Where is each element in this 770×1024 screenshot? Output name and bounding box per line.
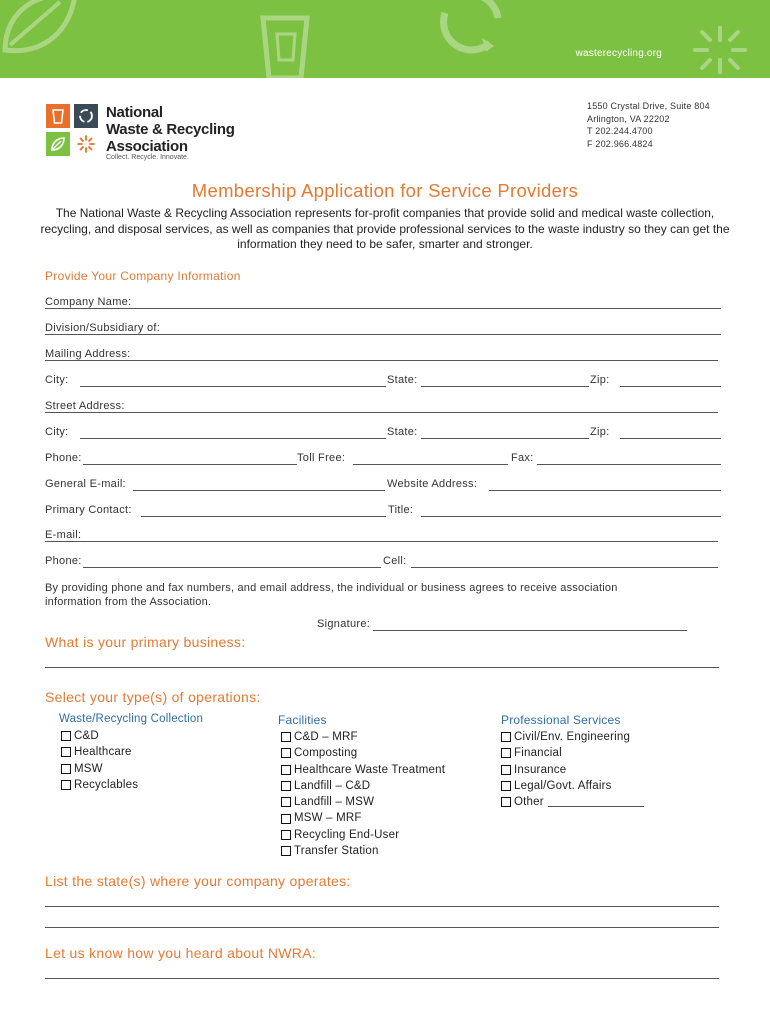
logo-tagline: Collect. Recycle. Innovate. [106, 154, 189, 161]
street-address-field[interactable] [45, 412, 718, 413]
state-field-1[interactable] [421, 386, 589, 387]
checkbox-label: Financial [514, 747, 562, 760]
checkbox-item[interactable] [281, 762, 445, 778]
logo-tile-cup [46, 104, 70, 128]
address-fax: F 202.966.4824 [587, 138, 653, 149]
checkbox-label: Other [514, 796, 544, 809]
checkbox-item[interactable] [281, 745, 445, 761]
address-line2: Arlington, VA 22202 [587, 113, 670, 124]
mailing-address-field[interactable] [45, 360, 718, 361]
checkbox-item[interactable] [61, 728, 138, 744]
leaf-icon [0, 0, 80, 60]
phone-label: Phone: [45, 452, 82, 464]
zip-label-2: Zip: [590, 426, 610, 438]
checkbox-label: Civil/Env. Engineering [514, 731, 631, 743]
toll-free-label: Toll Free: [297, 452, 346, 464]
checkbox-item[interactable] [501, 794, 644, 810]
states-heading: List the state(s) where your company operates: [45, 873, 351, 889]
signature-row [317, 618, 689, 632]
title-label: Title: [388, 504, 414, 516]
professional-services-heading: Professional Services [501, 713, 621, 727]
checkbox-item[interactable] [501, 762, 644, 778]
page-title: Membership Application for Service Providers [191, 180, 579, 201]
checkbox[interactable] [501, 732, 511, 742]
checkbox-label: Healthcare Waste Treatment [294, 763, 446, 776]
logo-tile-leaf [46, 132, 70, 156]
address-phone: T 202.244.4700 [587, 126, 653, 136]
checkbox[interactable] [281, 814, 291, 824]
state-label-2: State: [387, 426, 418, 438]
logo-name-line1: National [106, 104, 163, 121]
checkbox[interactable] [61, 747, 71, 757]
general-email-label: General E-mail: [45, 478, 126, 490]
contact-phone-field[interactable] [83, 567, 381, 568]
checkbox[interactable] [61, 731, 71, 741]
cell-field[interactable] [411, 567, 718, 568]
city-state-zip-row-2 [45, 426, 721, 440]
address-block [587, 100, 710, 150]
checkbox-label: C&D [74, 730, 99, 742]
other-field[interactable] [548, 797, 644, 807]
recycle-icon [430, 0, 510, 58]
checkbox-item[interactable] [281, 827, 445, 843]
intro-paragraph: The National Waste & Recycling Association represents for-profit companies that provide solid and medical waste collection, recycling, and disposal services, as well as companies that provide professional services to the waste industry so they can get the information they need to be safer, smarter and stronger. [40, 206, 730, 251]
checkbox-item[interactable] [281, 778, 445, 794]
city-label-2: City: [45, 426, 69, 438]
contact-phone-label: Phone: [45, 555, 82, 567]
checkbox-item[interactable] [501, 729, 644, 745]
checkbox[interactable] [281, 781, 291, 791]
email-field[interactable] [45, 541, 718, 542]
heard-about-heading: Let us know how you heard about NWRA: [45, 945, 317, 961]
checkbox-label: Insurance [514, 763, 567, 776]
general-email-website-row [45, 478, 721, 492]
division-row [45, 322, 721, 336]
checkbox-label: Transfer Station [294, 845, 379, 858]
website-address-field[interactable] [489, 490, 721, 491]
checkbox-label: C&D – MRF [294, 731, 358, 743]
fax-label: Fax: [511, 452, 534, 464]
checkbox[interactable] [61, 764, 71, 774]
checkbox-item[interactable] [61, 744, 138, 760]
checkbox[interactable] [501, 797, 511, 807]
checkbox[interactable] [501, 781, 511, 791]
checkbox[interactable] [281, 765, 291, 775]
company-name-label: Company Name: [45, 296, 132, 308]
professional-services-list [501, 729, 644, 810]
street-address-label: Street Address: [45, 400, 125, 412]
state-label-1: State: [387, 374, 418, 386]
primary-business-heading: What is your primary business: [45, 634, 246, 650]
general-email-field[interactable] [133, 490, 385, 491]
checkbox[interactable] [501, 748, 511, 758]
states-field-1[interactable] [45, 906, 719, 907]
logo-tile-burst [74, 132, 98, 156]
logo-name-line2: Waste & Recycling [106, 121, 235, 138]
company-name-row [45, 296, 721, 310]
checkbox-label: Healthcare [74, 746, 132, 759]
checkbox-label: MSW [74, 762, 103, 775]
checkbox-item[interactable] [61, 761, 138, 777]
city-state-zip-row-1 [45, 374, 721, 388]
checkbox-label: Composting [294, 747, 358, 760]
waste-collection-heading: Waste/Recycling Collection [59, 713, 204, 725]
division-field[interactable] [45, 334, 721, 335]
city-label-1: City: [45, 374, 69, 386]
zip-field-2[interactable] [620, 438, 721, 439]
street-address-row [45, 400, 721, 414]
checkbox[interactable] [281, 748, 291, 758]
logo-name-line3: Association [106, 138, 188, 155]
checkbox-label: Recyclables [74, 778, 139, 791]
zip-label-1: Zip: [590, 374, 610, 386]
phone-field[interactable] [83, 464, 297, 465]
email-row [45, 529, 721, 543]
checkbox[interactable] [281, 830, 291, 840]
checkbox-label: Recycling End-User [294, 828, 400, 841]
checkbox-item[interactable] [281, 810, 445, 826]
zip-field-1[interactable] [620, 386, 721, 387]
state-field-2[interactable] [421, 438, 589, 439]
logo-tiles [46, 104, 100, 158]
primary-contact-title-row [45, 504, 721, 518]
waste-collection-list [61, 728, 138, 793]
primary-contact-label: Primary Contact: [45, 504, 132, 516]
checkbox-item[interactable] [501, 778, 644, 794]
sunburst-icon [685, 20, 755, 78]
website-address-label: Website Address: [387, 478, 478, 490]
facilities-heading: Facilities [278, 713, 327, 727]
mailing-address-row [45, 348, 721, 362]
address-line1: 1550 Crystal Drive, Suite 804 [587, 101, 710, 111]
cell-label: Cell: [383, 555, 407, 567]
checkbox-label: Landfill – C&D [294, 779, 371, 792]
primary-business-field[interactable] [45, 667, 719, 668]
company-name-field[interactable] [45, 308, 721, 309]
checkbox-item[interactable] [281, 729, 445, 745]
consent-notice: By providing phone and fax numbers, and email address, the individual or business agrees to receive association information from the Association. [45, 582, 618, 608]
email-label: E-mail: [45, 529, 82, 541]
phone-tollfree-fax-row [45, 452, 721, 466]
checkbox-item[interactable] [281, 794, 445, 810]
header-band [0, 0, 770, 78]
company-info-heading: Provide Your Company Information [45, 269, 241, 283]
checkbox[interactable] [281, 846, 291, 856]
heard-about-field[interactable] [45, 978, 719, 979]
fax-field[interactable] [537, 464, 721, 465]
checkbox[interactable] [61, 780, 71, 790]
operations-heading: Select your type(s) of operations: [45, 689, 261, 705]
checkbox-item[interactable] [61, 777, 138, 793]
signature-field[interactable] [373, 630, 687, 631]
signature-label: Signature: [317, 618, 371, 630]
checkbox[interactable] [281, 732, 291, 742]
website-url[interactable]: wasterecycling.org [575, 48, 662, 59]
checkbox-item[interactable] [281, 843, 445, 859]
checkbox-label: Legal/Govt. Affairs [514, 779, 612, 792]
title-field[interactable] [421, 516, 721, 517]
city-field-1[interactable] [80, 386, 386, 387]
city-field-2[interactable] [80, 438, 386, 439]
logo-name [106, 104, 256, 155]
logo-tile-recycle [74, 104, 98, 128]
checkbox-label: Landfill – MSW [294, 796, 375, 809]
mailing-address-label: Mailing Address: [45, 348, 131, 360]
facilities-list [281, 729, 445, 859]
division-label: Division/Subsidiary of: [45, 322, 161, 334]
toll-free-field[interactable] [353, 464, 508, 465]
primary-contact-field[interactable] [141, 516, 386, 517]
checkbox[interactable] [501, 765, 511, 775]
cup-icon [255, 10, 315, 78]
checkbox[interactable] [281, 797, 291, 807]
checkbox-item[interactable] [501, 745, 644, 761]
phone-cell-row [45, 555, 721, 569]
checkbox-label: MSW – MRF [294, 812, 362, 825]
states-field-2[interactable] [45, 927, 719, 928]
